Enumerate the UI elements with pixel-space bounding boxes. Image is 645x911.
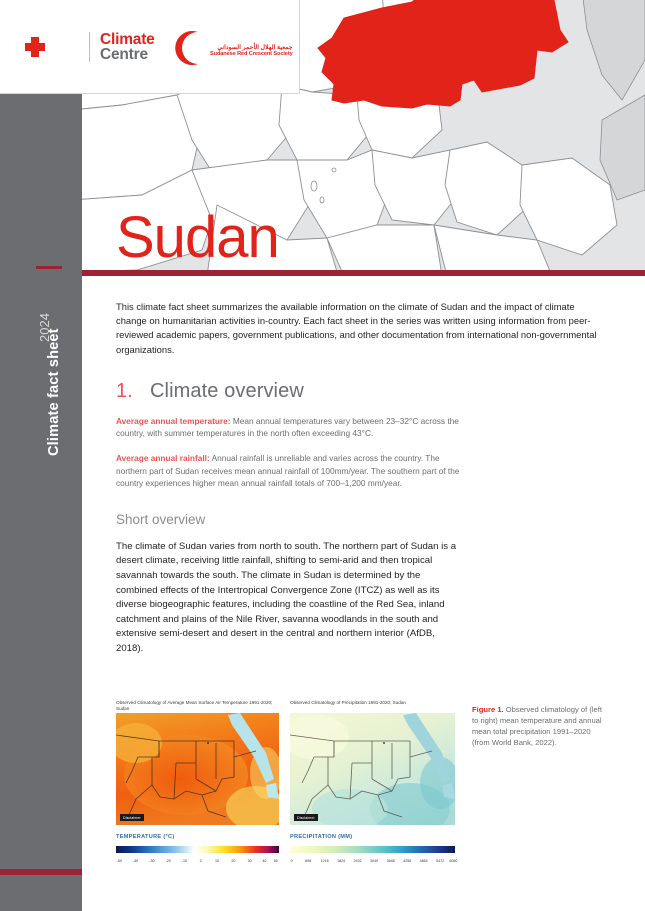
average-annual-temperature-block xyxy=(116,415,466,440)
tick: 608 xyxy=(305,859,312,863)
tick: 2432 xyxy=(353,859,362,863)
precipitation-map xyxy=(290,713,455,825)
sidebar-bottom-rule xyxy=(0,869,82,875)
figure-caption-label: Figure 1. xyxy=(472,705,504,714)
tick: 20 xyxy=(231,859,236,863)
precipitation-colorbar-ticks xyxy=(290,859,458,866)
sidebar-label: Climate fact sheet xyxy=(46,328,62,456)
temperature-text: Mean annual temperatures vary between 23–32°C across the country, with summer temperatures in the north often exceeding 43°C. xyxy=(116,415,459,439)
temperature-label: Average annual temperature: xyxy=(116,415,231,426)
sudanese-red-crescent-logo xyxy=(172,30,293,71)
tick: 4864 xyxy=(419,859,428,863)
logo-card xyxy=(0,0,300,94)
tick: 3040 xyxy=(370,859,379,863)
tick: 0 xyxy=(199,859,202,863)
title-underline-rule xyxy=(82,270,645,276)
temperature-map-graphic xyxy=(116,713,279,825)
src-wordmark xyxy=(210,44,293,58)
rainfall-label: Average annual rainfall: xyxy=(116,453,210,463)
tick: 10 xyxy=(215,859,220,863)
crescent-icon xyxy=(172,30,206,71)
section-heading xyxy=(116,380,616,403)
temperature-colorbar xyxy=(116,846,279,853)
sidebar-accent-rule xyxy=(36,266,62,269)
logo-divider xyxy=(89,32,90,62)
climate-centre-wordmark xyxy=(100,32,155,62)
tick: 5472 xyxy=(436,859,445,863)
tick: 1824 xyxy=(337,859,346,863)
climate-centre-line1: Climate xyxy=(100,31,155,48)
temperature-colorbar-label: TEMPERATURE (°C) xyxy=(116,834,175,840)
tick: 40 xyxy=(262,859,267,863)
sidebar-year: 2024 xyxy=(36,313,52,342)
figure-caption xyxy=(472,704,604,748)
climate-centre-logo xyxy=(23,32,155,62)
tick: 50 xyxy=(273,859,278,863)
left-sidebar xyxy=(0,0,82,911)
tick: -50 xyxy=(116,859,122,863)
precipitation-map-title: Observed Climatology of Precipitation 1991-2020; Sudan xyxy=(290,700,406,705)
temperature-map xyxy=(116,713,279,825)
src-english-name: Sudanese Red Crescent Society xyxy=(210,50,293,57)
precipitation-map-disclaimer[interactable]: Disclaimer xyxy=(294,814,318,821)
tick: -20 xyxy=(165,859,171,863)
average-annual-rainfall-block xyxy=(116,452,466,490)
page-title: Sudan xyxy=(116,205,279,270)
climate-centre-line2: Centre xyxy=(100,46,148,63)
tick: 30 xyxy=(247,859,252,863)
src-arabic-name: جمعية الهلال الأحمر السوداني xyxy=(217,43,293,51)
temperature-map-title: Observed Climatology of Average Mean Surface Air Temperature 1991-2020; Sudan xyxy=(116,700,273,712)
figure-caption-text: Observed climatology of (left to right) mean temperature and annual mean total precipitation 1991–2020 (from World Bank, 2022). xyxy=(472,705,602,747)
short-overview-title: Short overview xyxy=(116,511,206,527)
figure-temperature xyxy=(116,700,279,866)
tick: -30 xyxy=(149,859,155,863)
rainfall-text: Annual rainfall is unreliable and varies across the country. The northern part of Sudan receives mean annual rainfall of 100mm/year. The southern part of the country experiences higher mean annual rainfall totals of 700–1,200 mm/year. xyxy=(116,453,460,489)
tick: 1216 xyxy=(320,859,329,863)
tick: 4256 xyxy=(403,859,412,863)
precipitation-colorbar xyxy=(290,846,455,853)
tick: -10 xyxy=(181,859,188,863)
section-number: 1. xyxy=(116,379,133,402)
section-title: Climate overview xyxy=(150,379,304,402)
tick: 0 xyxy=(290,859,293,863)
tick: -40 xyxy=(132,859,139,863)
red-cross-crescent-icon xyxy=(23,33,79,61)
tick: 6080 xyxy=(449,859,458,863)
precipitation-map-graphic xyxy=(290,713,455,825)
precipitation-colorbar-label: PRECIPITATION (MM) xyxy=(290,834,353,840)
intro-paragraph: This climate fact sheet summarizes the available information on the climate of Sudan and the impact of climate change on humanitarian activities in-country. Each fact sheet in the series was written using information from peer-reviewed academic papers, government publications, and other documentation from international non-governmental organizations. xyxy=(116,301,597,355)
body-content xyxy=(116,300,616,657)
temperature-map-disclaimer[interactable]: Disclaimer xyxy=(120,814,144,821)
tick: 3648 xyxy=(386,859,395,863)
figure-precipitation xyxy=(290,700,458,866)
temperature-colorbar-ticks xyxy=(116,859,279,866)
short-overview-paragraph: The climate of Sudan varies from north to south. The northern part of Sudan is a desert climate, receiving little rainfall, shifting to semi-arid and then tropical savannah towards the south. The climate in Sudan is determined by the combined effects of the Intertropical Convergence Zone (ITCZ) as well as its diverse biogeographic features, including the coastline of the Red Sea, inland catchment and plains of the Nile River, savanna woodlands in the south and extensive semi-desert and desert in the central and northern interior (AfDB, 2018). xyxy=(116,540,457,654)
